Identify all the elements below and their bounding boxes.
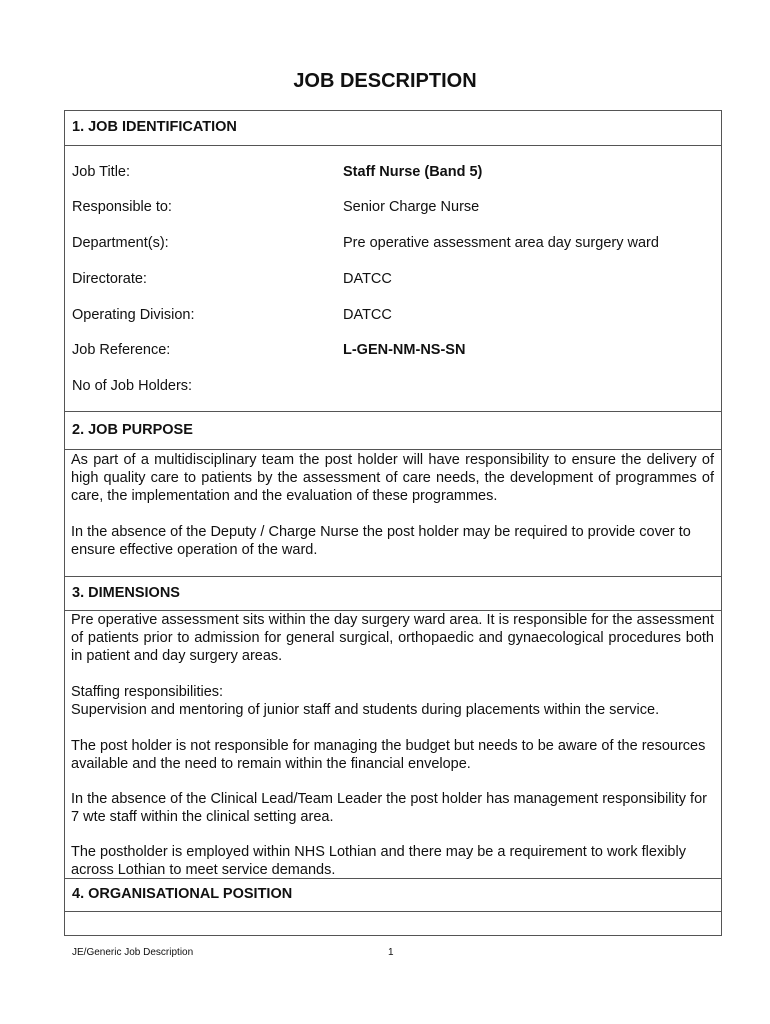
departments-value: Pre operative assessment area day surgery ward xyxy=(343,235,659,251)
directorate-label: Directorate: xyxy=(72,271,147,287)
table-rule xyxy=(64,145,722,146)
section-heading-dimensions: 3. DIMENSIONS xyxy=(72,585,180,601)
dimensions-paragraph: The post holder is not responsible for managing the budget but needs to be aware of the resources available and the need to remain within the financial envelope. xyxy=(71,738,706,772)
directorate-value: DATCC xyxy=(343,271,392,287)
job-title-value: Staff Nurse (Band 5) xyxy=(343,164,483,180)
section-heading-organisational-position: 4. ORGANISATIONAL POSITION xyxy=(72,886,293,902)
dimensions-paragraph: Staffing responsibilities: xyxy=(71,684,224,700)
job-title-label: Job Title: xyxy=(72,164,131,180)
section-heading-job-identification: 1. JOB IDENTIFICATION xyxy=(72,119,237,135)
responsible-to-value: Senior Charge Nurse xyxy=(343,199,480,215)
dimensions-paragraph: Pre operative assessment sits within the day surgery ward area. It is responsible for the assessment of patients prior to admission for general surgical, orthopaedic and gynaecological procedures both in patient and day surgery areas. xyxy=(71,612,714,664)
table-rule xyxy=(64,911,722,912)
page-title: JOB DESCRIPTION xyxy=(293,70,477,92)
job-reference-label: Job Reference: xyxy=(72,342,171,358)
operating-division-label: Operating Division: xyxy=(72,307,195,323)
dimensions-paragraph: The postholder is employed within NHS Lothian and there may be a requirement to work flexibly across Lothian to meet service demands. xyxy=(71,844,686,878)
section-heading-job-purpose: 2. JOB PURPOSE xyxy=(72,422,193,438)
dimensions-paragraph: In the absence of the Clinical Lead/Team Leader the post holder has management responsibility for 7 wte staff within the clinical setting area. xyxy=(71,791,707,825)
job-reference-value: L-GEN-NM-NS-SN xyxy=(343,342,466,358)
departments-label: Department(s): xyxy=(72,235,169,251)
job-purpose-paragraph: As part of a multidisciplinary team the post holder will have responsibility to ensure the delivery of high quality care to patients by the assessment of care needs, the development of programmes of care, the implementation and the evaluation of these programmes. xyxy=(71,452,714,504)
table-rule xyxy=(64,110,722,111)
table-rule xyxy=(64,449,722,450)
job-holders-label: No of Job Holders: xyxy=(72,378,193,394)
footer-page-number: 1 xyxy=(388,947,394,958)
table-rule xyxy=(64,576,722,577)
footer-document-name: JE/Generic Job Description xyxy=(72,947,194,958)
dimensions-paragraph: Supervision and mentoring of junior staff and students during placements within the service. xyxy=(71,702,660,718)
job-purpose-paragraph: In the absence of the Deputy / Charge Nurse the post holder may be required to provide cover to ensure effective operation of the ward. xyxy=(71,524,691,558)
operating-division-value: DATCC xyxy=(343,307,392,323)
responsible-to-label: Responsible to: xyxy=(72,199,172,215)
table-rule xyxy=(64,411,722,412)
table-rule xyxy=(64,935,722,936)
